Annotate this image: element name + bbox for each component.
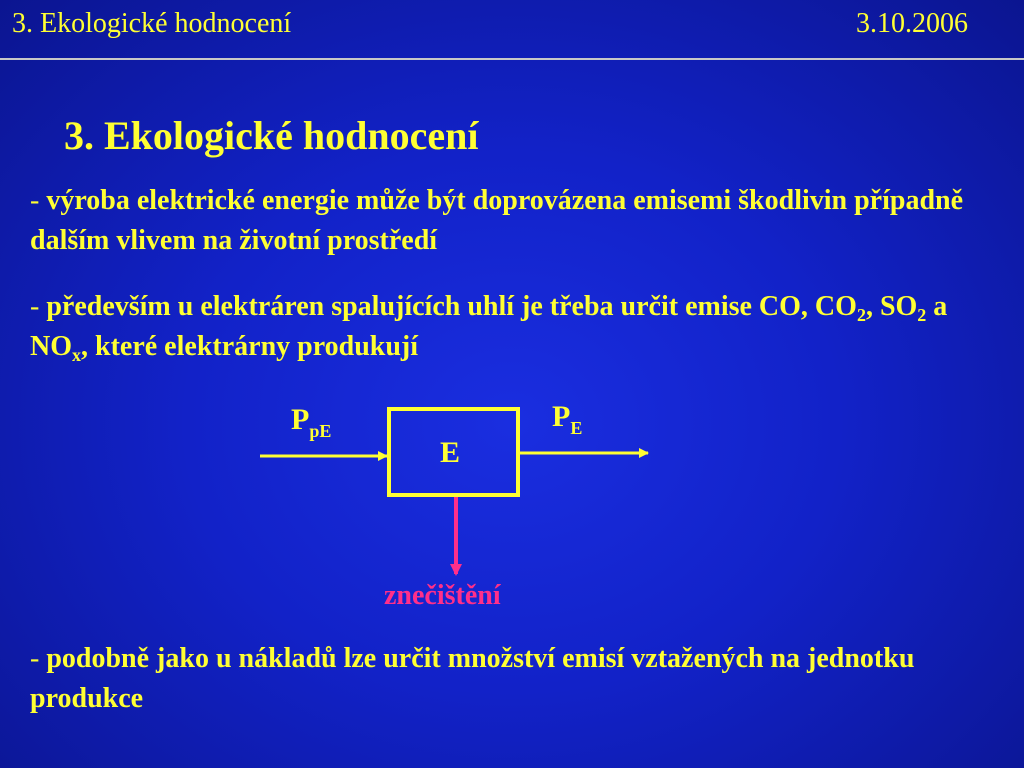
pollution-label: znečištění [384,580,501,611]
input-power-label [291,403,332,441]
slide-title: 3. Ekologické hodnocení [64,113,479,158]
bullet-dash: - [30,185,47,216]
plant-box-label: E [440,436,461,469]
bullet-3-text: podobně jako u nákladů lze určit množství emisí vztažených na jednotku produkce [30,643,915,714]
subscript-so2: 2 [917,305,927,325]
header-section: 3. Ekologické hodnocení [12,8,292,39]
input-power-symbol: P [291,403,310,436]
bullet-2-text-c: a NO [30,291,948,362]
output-power-symbol: P [552,400,571,433]
bullet-2-text-a: především u elektráren spalujících uhlí je třeba určit emise CO, CO [46,291,857,322]
subscript-co2: 2 [856,305,866,325]
header-date: 3.10.2006 [856,8,968,39]
bullet-2-text-d: , které elektrárny produkují [81,331,419,362]
bullet-1-text: výroba elektrické energie může být doprovázena emisemi škodlivin případně dalším vlivem na životní prostředí [30,185,964,256]
output-power-label [552,400,583,438]
bullet-dash: - [30,643,47,674]
output-power-subscript: E [570,418,583,438]
bullet-2-text-b: , SO [865,291,918,322]
bullet-3 [30,639,1000,719]
input-power-subscript: pE [309,421,332,441]
bullet-dash: - [30,291,47,322]
subscript-nox: x [72,345,81,365]
